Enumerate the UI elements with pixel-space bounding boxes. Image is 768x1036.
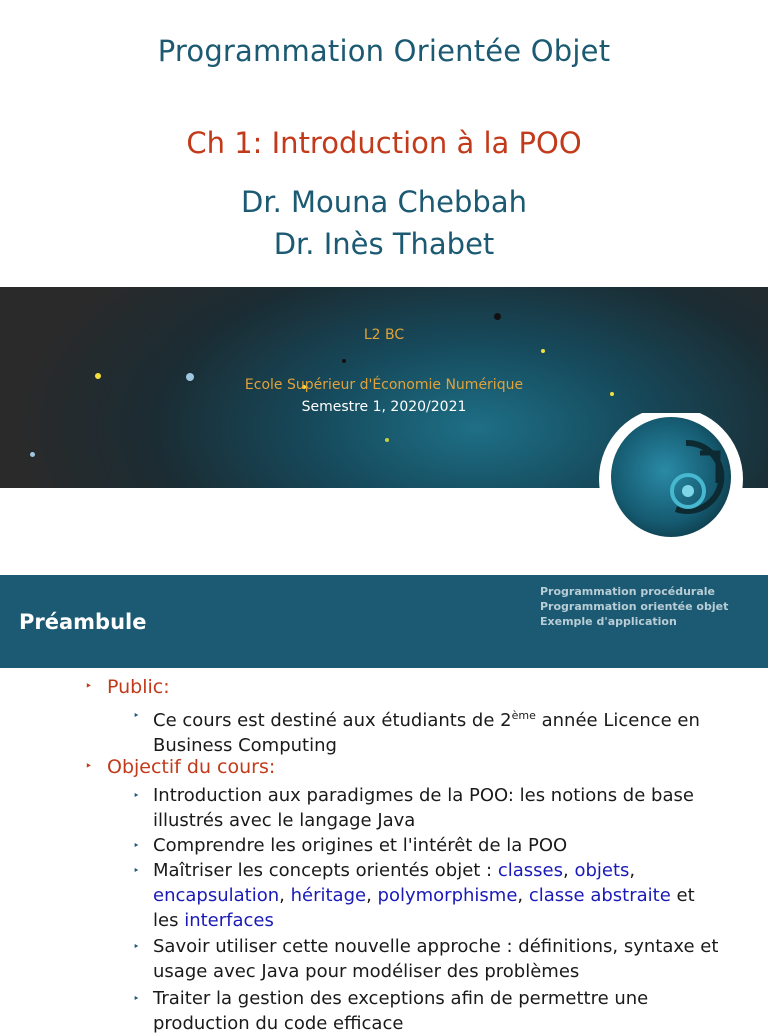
- level-label: L2 BC: [363, 327, 405, 343]
- section-nav: [540, 584, 728, 629]
- objectif-label: Objectif du cours:: [107, 756, 276, 778]
- star-decoration: [342, 359, 346, 363]
- list-subitem: [133, 833, 723, 858]
- objective-5: Traiter la gestion des exceptions afin de permettre une production du code efficace: [153, 988, 649, 1034]
- author-2: Dr. Inès Thabet: [273, 227, 495, 261]
- list-subitem: [133, 858, 723, 933]
- course-title: Programmation Orientée Objet: [157, 34, 611, 68]
- keyword-classe-abstraite: classe abstraite: [528, 885, 671, 906]
- keyword-encapsulation: encapsulation: [153, 885, 280, 906]
- bullet-icon: ‣: [85, 679, 93, 693]
- section-title: Préambule: [19, 610, 147, 634]
- obj3-sep: ,: [366, 885, 378, 906]
- bullet-icon: ‣: [85, 759, 93, 773]
- public-text-sup: ème: [511, 709, 536, 722]
- semester-label: Semestre 1, 2020/2021: [301, 399, 467, 415]
- star-decoration: [541, 349, 545, 353]
- keyword-heritage: héritage: [290, 885, 367, 906]
- objective-3: [153, 858, 723, 933]
- star-decoration: [494, 313, 501, 320]
- bullet-icon: ‣: [133, 789, 140, 802]
- keyword-interfaces: interfaces: [184, 910, 274, 931]
- author-1: Dr. Mouna Chebbah: [241, 185, 527, 219]
- bullet-icon: ‣: [133, 839, 140, 852]
- bullet-icon: ‣: [133, 992, 140, 1005]
- list-subitem: [133, 986, 723, 1036]
- bullet-icon: ‣: [133, 709, 140, 722]
- objective-1: Introduction aux paradigmes de la POO: les notions de base illustrés avec le langage Java: [153, 785, 694, 831]
- bullet-icon: ‣: [133, 940, 140, 953]
- keyword-polymorphisme: polymorphisme: [377, 885, 518, 906]
- nav-item-exemple[interactable]: Exemple d'application: [540, 615, 677, 628]
- nav-item-procedurale[interactable]: Programmation procédurale: [540, 585, 715, 598]
- obj3-sep: ,: [279, 885, 291, 906]
- list-subitem: [133, 934, 723, 984]
- star-decoration: [30, 452, 35, 457]
- obj3-sep: ,: [517, 885, 529, 906]
- list-item-public: [85, 676, 170, 698]
- obj3-sep: ,: [563, 860, 575, 881]
- globe-logo-icon: [596, 413, 746, 545]
- keyword-classes: classes: [497, 860, 563, 881]
- obj3-sep: ,: [629, 860, 636, 881]
- obj3-prefix: Maîtriser les concepts orientés objet :: [153, 860, 498, 881]
- list-subitem: [133, 703, 723, 758]
- school-name: Ecole Supérieur d'Économie Numérique: [244, 377, 524, 393]
- section-header: [0, 575, 768, 668]
- list-subitem: [133, 783, 723, 833]
- public-text-b: année Licence en Business Computing: [153, 710, 700, 756]
- objective-4: Savoir utiliser cette nouvelle approche : définitions, syntaxe et usage avec Java pour modéliser des problèmes: [153, 936, 719, 982]
- obj3-sep: et les: [153, 885, 695, 931]
- chapter-title: Ch 1: Introduction à la POO: [186, 126, 582, 160]
- nav-item-orientee-objet[interactable]: Programmation orientée objet: [540, 600, 729, 613]
- objective-2: Comprendre les origines et l'intérêt de la POO: [153, 835, 568, 856]
- bullet-icon: ‣: [133, 864, 140, 877]
- star-decoration: [385, 438, 389, 442]
- keyword-objets: objets: [574, 860, 630, 881]
- public-text-a: Ce cours est destiné aux étudiants de 2: [153, 710, 512, 731]
- list-item-objectif: [85, 756, 275, 778]
- public-label: Public:: [107, 676, 170, 698]
